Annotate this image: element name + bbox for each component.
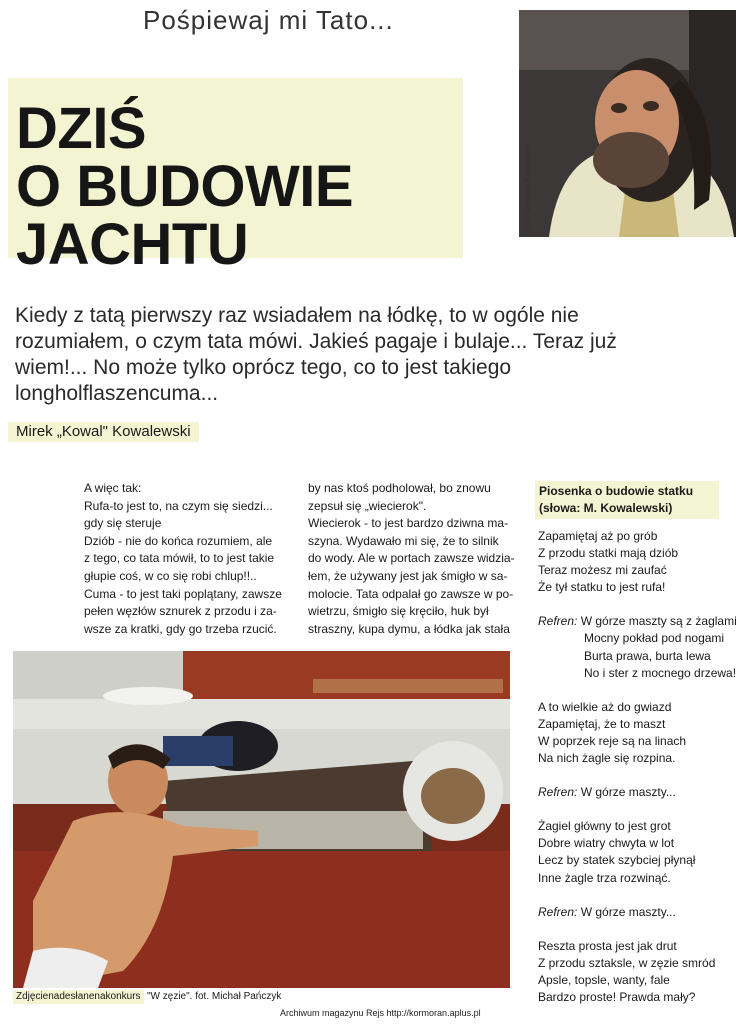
song-line: Apsle, topsle, wanty, fale	[538, 972, 670, 987]
song-line	[538, 904, 737, 921]
archive-footer: Archiwum magazynu Rejs http://kormoran.aplus.pl	[280, 1008, 481, 1018]
refrain-short: W górze maszty...	[580, 904, 676, 919]
kicker-heading: Pośpiewaj mi Tato...	[143, 5, 394, 35]
column1-line: Rufa-to jest to, na czym się siedzi...	[84, 498, 273, 513]
song-lyrics	[538, 528, 737, 1006]
song-line: Na nich żagle się rozpina.	[538, 751, 676, 766]
song-line: A to wielkie aż do gwiazd	[538, 699, 672, 714]
song-line: Bardzo proste! Prawda mały?	[538, 989, 696, 1004]
song-line: Inne żagle trza rozwinąć.	[538, 870, 671, 885]
column2-line: molocie. Tata odpalał go zawsze w po-	[308, 586, 514, 601]
refrain-label: Refren:	[538, 785, 578, 800]
portrait-illustration	[519, 10, 736, 237]
author-highlight	[8, 422, 199, 442]
column1-line: głupie coś, w co się robi chlup!!..	[84, 568, 257, 583]
title-line-3: JACHTU	[16, 212, 249, 277]
refrain-line: Mocny pokład pod nogami	[584, 631, 725, 646]
portrait-credit: Fot. Wiesław Kaczmarek	[523, 141, 532, 230]
photo-caption-tag: Zdjęcienadesłanenakonkurs	[13, 990, 144, 1004]
column2-line: straszny, kupa dymu, a łódka jak stała	[308, 621, 510, 636]
title-line-2: O BUDOWIE	[16, 154, 354, 219]
refrain-label: Refren:	[538, 614, 578, 629]
song-line	[538, 613, 737, 630]
song-line: Że tył statku to jest rufa!	[538, 580, 666, 595]
song-line: Żagiel główny to jest grot	[538, 819, 671, 834]
column1-line: pełen węzłów sznurek z przodu i za-	[84, 604, 277, 619]
song-line: Z przodu sztaksle, w zęzie smród	[538, 955, 716, 970]
song-line: Z przodu statki mają dziób	[538, 546, 679, 561]
column2-line: wietrzu, śmigło się kręciło, huk był	[308, 604, 489, 619]
column1-line: wsze za kratki, gdy go trzeba rzucić.	[84, 621, 277, 636]
song-line: W poprzek reje są na linach	[538, 733, 687, 748]
title-line-1: DZIŚ	[16, 96, 147, 161]
refrain-line: No i ster z mocnego drzewa!	[584, 665, 737, 680]
column2-line: by nas ktoś podholował, bo znowu	[308, 481, 491, 495]
song-line: Zapamiętaj aż po grób	[538, 529, 658, 543]
column1-line: z tego, co tata mówił, to to jest takie	[84, 551, 275, 566]
column2-line: zepsuł się „wiecierok".	[308, 498, 427, 513]
song-line: Lecz by statek szybciej płynął	[538, 853, 696, 868]
column1-line: A więc tak:	[84, 481, 142, 495]
song-line	[538, 784, 737, 801]
song-title-highlight	[535, 481, 719, 519]
song-line: Teraz możesz mi zaufać	[538, 563, 667, 578]
column2-line: do wody. Ale w portach zawsze widzia-	[308, 551, 515, 566]
column2-line: szyna. Wydawało mi się, że to silnik	[308, 533, 499, 548]
photo-illustration	[13, 651, 510, 988]
song-subtitle: (słowa: M. Kowalewski)	[539, 501, 673, 515]
refrain-short: W górze maszty...	[580, 785, 676, 800]
portrait-photo	[519, 10, 736, 237]
refrain-label: Refren:	[538, 904, 578, 919]
song-line: Zapamiętaj, że to maszt	[538, 716, 666, 731]
song-line: Dobre wiatry chwyta w lot	[538, 836, 675, 851]
photo-caption: "W zęzie". fot. Michał Pańczyk	[147, 991, 282, 1002]
refrain-line: Burta prawa, burta lewa	[584, 648, 711, 663]
song-title: Piosenka o budowie statku	[539, 484, 694, 498]
lead-paragraph: Kiedy z tatą pierwszy raz wsiadałem na łódkę, to w ogóle nie rozumiałem, o czym tata mówi. Jakieś pagaje i bulaje... Teraz już wiem!... No może tylko oprócz tego, co to jest takiego longholflaszencuma...	[15, 304, 617, 405]
column2-line: Wiecierok - to jest bardzo dziwna ma-	[308, 516, 509, 531]
column2-line: łem, że używany jest jak śmigło w sa-	[308, 568, 508, 583]
refrain-line: W górze maszty są z żaglami	[580, 614, 737, 629]
article-column-2	[308, 480, 515, 638]
song-line: Reszta prosta jest jak drut	[538, 938, 677, 953]
boy-in-bilge-photo	[13, 651, 510, 988]
column1-line: gdy się steruje	[84, 516, 162, 531]
article-column-1	[84, 480, 282, 638]
column1-line: Dziób - nie do końca rozumiem, ale	[84, 533, 273, 548]
column1-line: Cuma - to jest taki poplątany, zawsze	[84, 586, 282, 601]
author-name: Mirek „Kowal" Kowalewski	[16, 423, 191, 440]
